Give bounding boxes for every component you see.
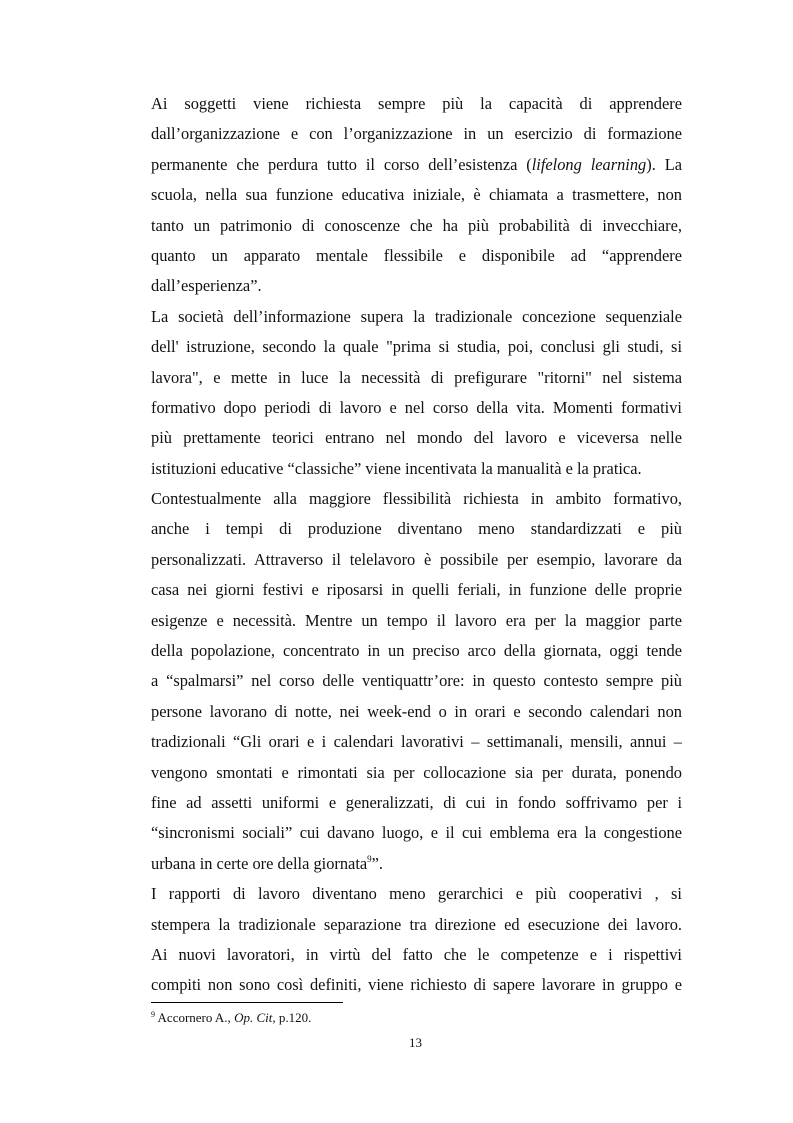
line-text: urbana in certe ore della giornata <box>151 853 368 873</box>
text-line: stempera la tradizionale separazione tra direzione ed esecuzione dei lavoro. <box>151 914 682 934</box>
text-line: tanto un patrimonio di conoscenze che ha più probabilità di invecchiare, <box>151 215 682 235</box>
paragraph <box>151 484 682 879</box>
text-line <box>151 150 682 180</box>
paragraph <box>151 302 682 484</box>
text-line: Contestualmente alla maggiore flessibilità richiesta in ambito formativo, <box>151 489 682 509</box>
text-line: dell' istruzione, secondo la quale "prima si studia, poi, conclusi gli studi, si <box>151 337 682 357</box>
text-line: tradizionali “Gli orari e i calendari lavorativi – settimanali, mensili, annui – <box>151 732 682 752</box>
line-text: ). La <box>646 154 682 174</box>
paragraph <box>151 89 682 302</box>
text-line: a “spalmarsi” nel corso delle ventiquattr’ore: in questo contesto sempre più <box>151 671 682 691</box>
text-line: esigenze e necessità. Mentre un tempo il lavoro era per la maggior parte <box>151 610 682 630</box>
line-text: ”. <box>371 853 384 873</box>
text-line: scuola, nella sua funzione educativa iniziale, è chiamata a trasmettere, non <box>151 185 682 205</box>
text-line: dall’esperienza”. <box>151 276 262 296</box>
text-line: lavora", e mette in luce la necessità di prefigurare "ritorni" nel sistema <box>151 367 682 387</box>
text-line: anche i tempi di produzione diventano meno standardizzati e più <box>151 519 682 539</box>
text-line: Ai soggetti viene richiesta sempre più la capacità di apprendere <box>151 94 682 113</box>
page-number: 13 <box>409 1035 422 1050</box>
text-line: persone lavorano di notte, nei week-end o in orari e secondo calendari non <box>151 701 682 721</box>
italic-term: lifelong learning <box>531 154 647 174</box>
footnote-work: Op. Cit <box>234 1010 273 1025</box>
text-line: dall’organizzazione e con l’organizzazione in un esercizio di formazione <box>151 124 682 144</box>
text-line: “sincronismi sociali” cui davano luogo, e il cui emblema era la congestione <box>151 823 682 843</box>
text-line: formativo dopo periodi di lavoro e nel corso della vita. Momenti formativi <box>151 397 682 417</box>
text-line: istituzioni educative “classiche” viene incentivata la manualità e la pratica. <box>151 458 642 478</box>
footnote-separator <box>151 1002 343 1003</box>
text-line: compiti non sono così definiti, viene richiesto di sapere lavorare in gruppo e <box>151 975 682 995</box>
text-line: Ai nuovi lavoratori, in virtù del fatto che le competenze e i rispettivi <box>151 944 682 964</box>
footnote-marker: 9 <box>151 1010 155 1019</box>
text-line: più prettamente teorici entrano nel mondo del lavoro e viceversa nelle <box>151 428 682 448</box>
line-text: permanente che perdura tutto il corso dell’esistenza ( <box>151 154 532 174</box>
text-line: personalizzati. Attraverso il telelavoro è possibile per esempio, lavorare da <box>151 549 682 569</box>
footnote <box>151 1010 311 1026</box>
text-line: vengono smontati e rimontati sia per collocazione sia per durata, ponendo <box>151 762 682 782</box>
footnote-reference: 9 <box>367 853 372 864</box>
body-text <box>151 89 682 1001</box>
text-line <box>151 849 682 879</box>
text-line: quanto un apparato mentale flessibile e disponibile ad “apprendere <box>151 245 682 265</box>
text-line: della popolazione, concentrato in un preciso arco della giornata, oggi tende <box>151 641 682 661</box>
paragraph <box>151 879 682 1001</box>
text-line: casa nei giorni festivi e riposarsi in quelli feriali, in funzione delle proprie <box>151 580 682 600</box>
text-line: La società dell’informazione supera la tradizionale concezione sequenziale <box>151 306 682 326</box>
footnote-rest: , p.120. <box>272 1010 312 1025</box>
text-line: fine ad assetti uniformi e generalizzati, di cui in fondo soffrivamo per i <box>151 792 682 812</box>
text-line: I rapporti di lavoro diventano meno gerarchici e più cooperativi , si <box>151 884 682 904</box>
footnote-author: Accornero A., <box>155 1010 235 1025</box>
